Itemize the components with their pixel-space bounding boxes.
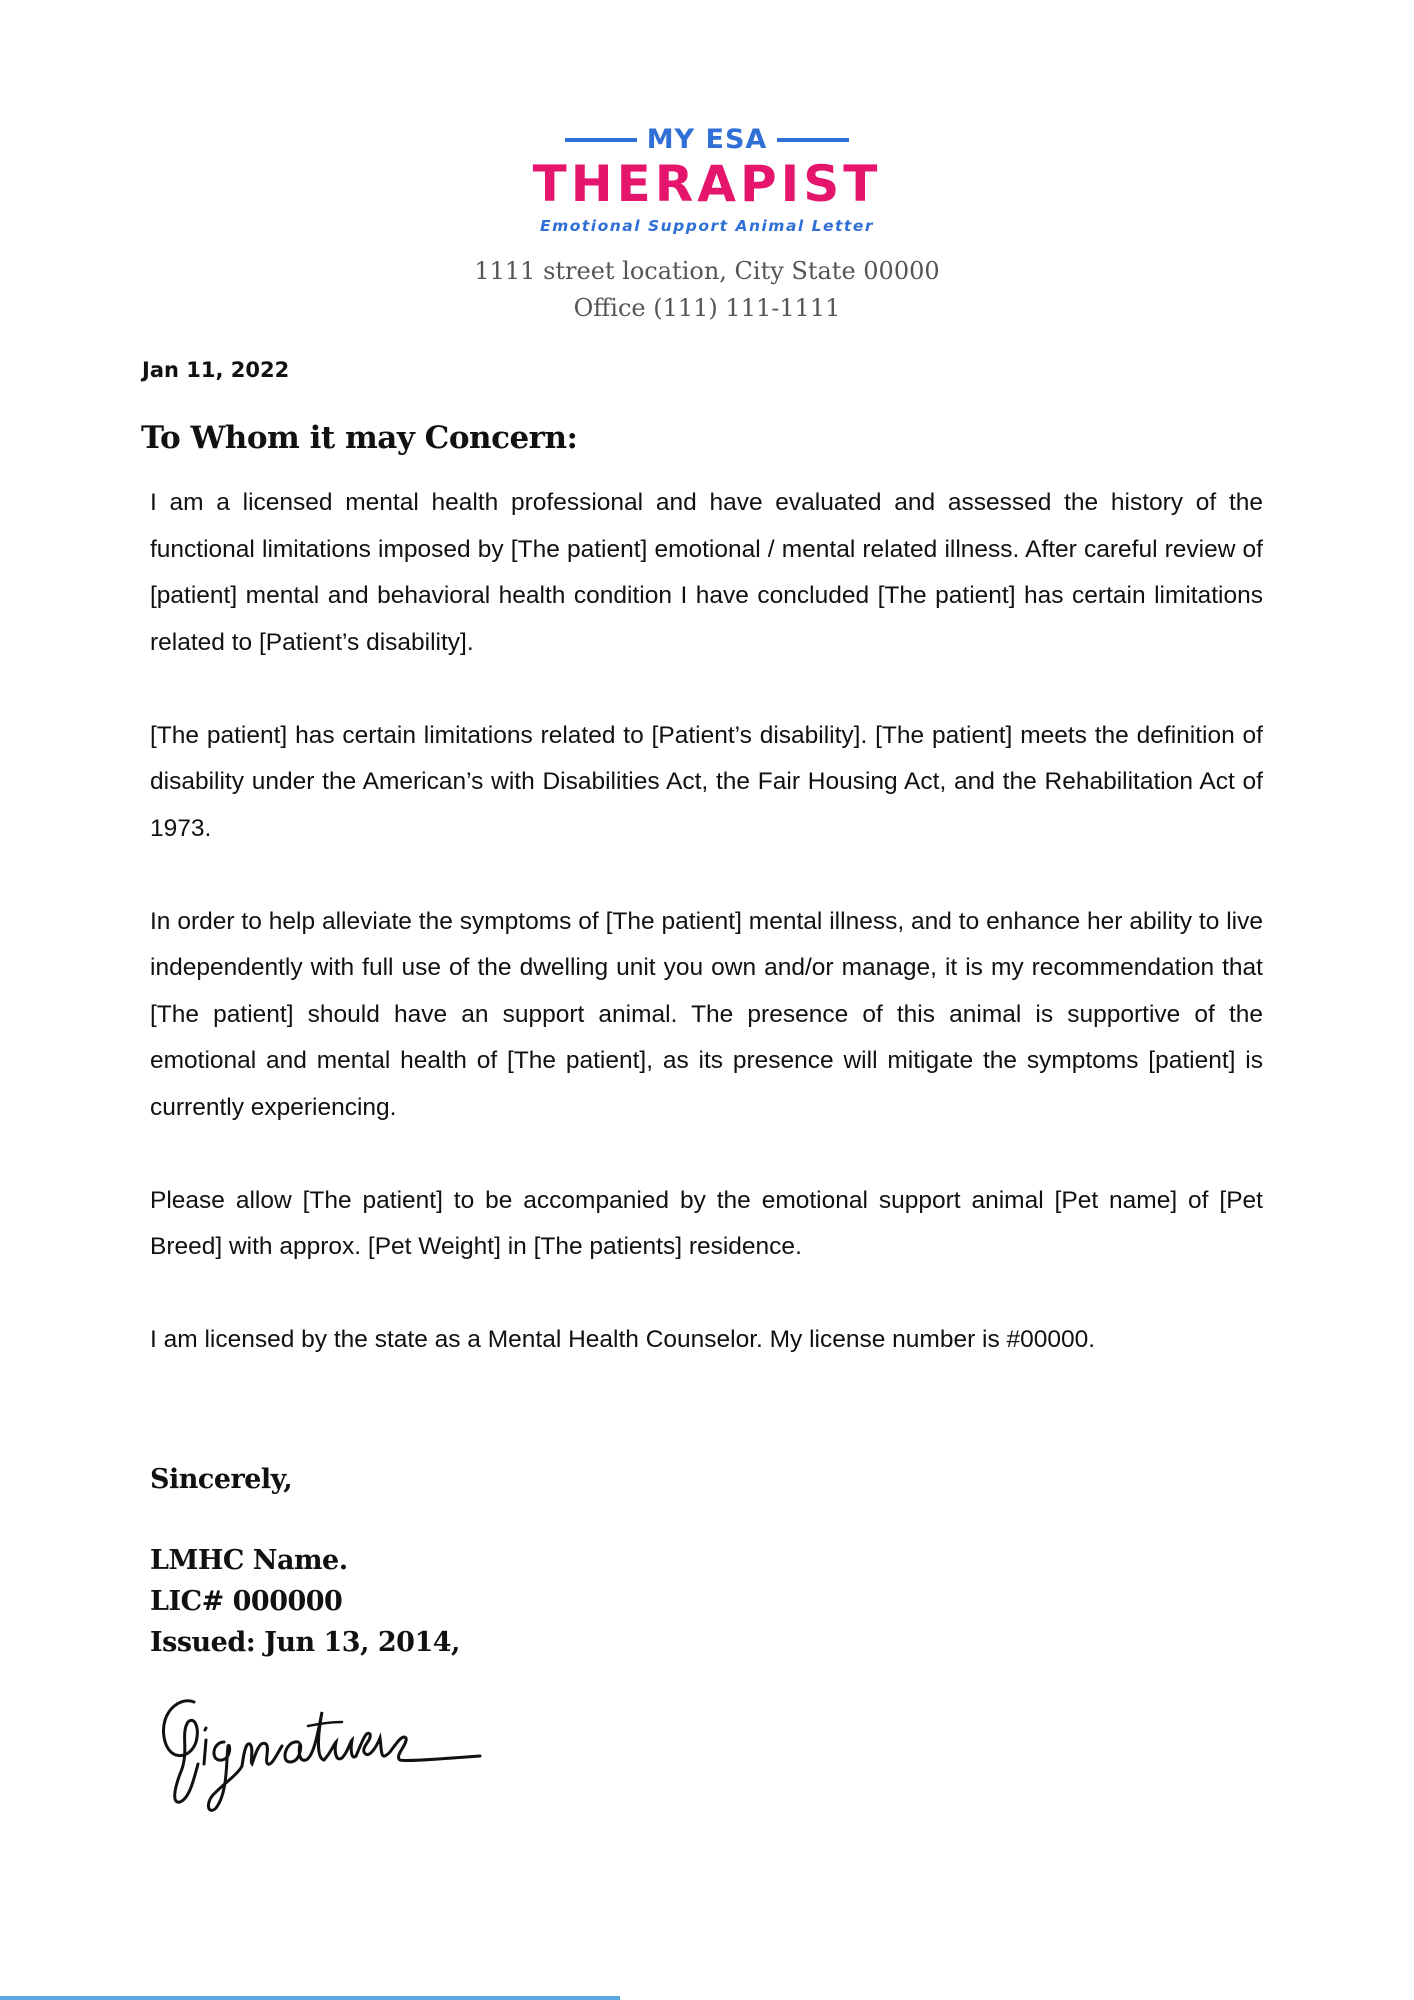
letter-date: Jan 11, 2022	[142, 358, 290, 382]
logo	[0, 124, 1414, 235]
closing-name: LMHC Name.	[150, 1545, 348, 1576]
logo-top-text: MY ESA	[646, 124, 768, 155]
logo-subtitle: Emotional Support Animal Letter	[540, 217, 874, 235]
logo-main-text: THERAPIST	[532, 155, 882, 213]
paragraph-4: Please allow [The patient] to be accompanied by the emotional support animal [Pet name] of [Pet Breed] with approx. [Pet Weight] in [The patients] residence.	[150, 1186, 1263, 1260]
closing-issued: Issued: Jun 13, 2014,	[150, 1627, 460, 1658]
logo-right-line	[777, 138, 849, 142]
logo-left-line	[565, 138, 637, 142]
address-office-phone: Office (111) 111-1111	[573, 294, 841, 322]
bottom-accent-bar	[0, 1996, 620, 2000]
address-street: 1111 street location, City State 00000	[474, 257, 940, 285]
address-block	[0, 253, 1414, 327]
signature-image	[150, 1682, 490, 1837]
paragraph-5: I am licensed by the state as a Mental Health Counselor. My license number is #00000.	[150, 1326, 1096, 1353]
salutation: To Whom it may Concern:	[141, 420, 578, 456]
signature-icon	[150, 1682, 490, 1832]
paragraph-2: [The patient] has certain limitations related to [Patient’s disability]. [The patient] meets the definition of disability under the American’s with Disabilities Act, the Fair Housing Act, and the Rehabilitation Act of 1973.	[150, 721, 1263, 842]
letter-body	[150, 480, 1263, 1410]
paragraph-1: I am a licensed mental health professional and have evaluated and assessed the history of the functional limitations imposed by [The patient] emotional / mental related illness. After careful review of [patient] mental and behavioral health condition I have concluded [The patient] has certain limitations related to [Patient’s disability].	[150, 489, 1263, 656]
paragraph-3: In order to help alleviate the symptoms of [The patient] mental illness, and to enhance her ability to live independently with full use of the dwelling unit you own and/or manage, it is my recommendation that [The patient] should have an support animal. The presence of this animal is supportive of the emotional and mental health of [The patient], as its presence will mitigate the symptoms [patient] is currently experiencing.	[150, 907, 1263, 1121]
closing-sincerely: Sincerely,	[150, 1464, 293, 1495]
logo-top-row	[0, 124, 1414, 155]
closing-license: LIC# 000000	[150, 1586, 343, 1617]
